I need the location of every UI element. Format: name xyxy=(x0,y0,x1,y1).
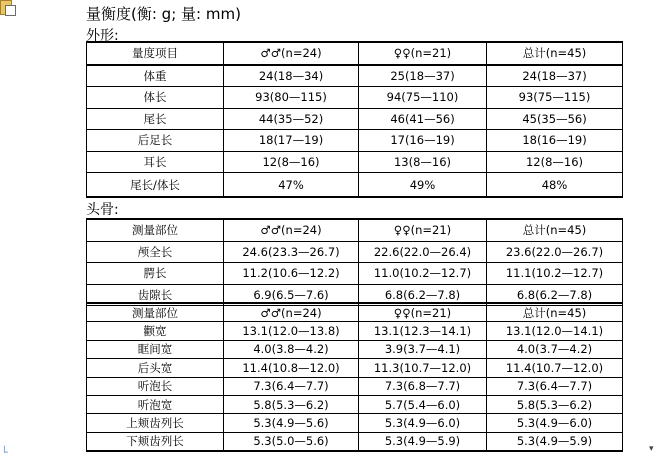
table-row xyxy=(87,130,623,152)
row-label-cell: 颧宽 xyxy=(87,322,224,340)
table-row xyxy=(87,151,623,173)
page-title: 量衡度(衡: g; 量: mm) xyxy=(86,5,241,23)
row-label-cell: 听泡宽 xyxy=(87,395,224,413)
header-cell: 量度项目 xyxy=(87,42,224,65)
value-cell: 12(8—16) xyxy=(224,151,359,173)
table-row xyxy=(87,322,623,340)
value-cell: 24(18—34) xyxy=(224,65,359,87)
value-cell: 45(35—56) xyxy=(487,108,623,130)
value-cell: 11.1(10.2—12.7) xyxy=(487,263,623,285)
row-label-cell: 后足长 xyxy=(87,130,224,152)
value-cell: 49% xyxy=(359,173,487,198)
table-row xyxy=(87,340,623,358)
value-cell: 44(35—52) xyxy=(224,108,359,130)
table-header-row xyxy=(87,42,623,65)
section-label-outer: 外形: xyxy=(86,28,119,44)
value-cell: 93(80—115) xyxy=(224,87,359,109)
row-label-cell: 尾长 xyxy=(87,108,224,130)
table-row xyxy=(87,87,623,109)
row-label-cell: 后头宽 xyxy=(87,359,224,377)
value-cell: 7.3(6.4—7.7) xyxy=(224,377,359,395)
value-cell: 11.4(10.8—12.0) xyxy=(224,359,359,377)
value-cell: 6.8(6.2—7.8) xyxy=(359,284,487,306)
header-cell: ♂♂(n=24) xyxy=(224,42,359,65)
section-label-skull: 头骨: xyxy=(86,202,119,218)
value-cell: 11.0(10.2—12.7) xyxy=(359,263,487,285)
value-cell: 47% xyxy=(224,173,359,198)
paste-options-icon[interactable] xyxy=(0,0,16,14)
value-cell: 5.7(5.4—6.0) xyxy=(359,395,487,413)
value-cell: 4.0(3.8—4.2) xyxy=(224,340,359,358)
value-cell: 7.3(6.4—7.7) xyxy=(487,377,623,395)
table-row xyxy=(87,173,623,198)
value-cell: 3.9(3.7—4.1) xyxy=(359,340,487,358)
skull-measurements-table-2 xyxy=(86,302,623,452)
value-cell: 6.8(6.2—7.8) xyxy=(487,284,623,306)
paste-sheet-shape xyxy=(5,5,16,16)
value-cell: 24(18—37) xyxy=(487,65,623,87)
table-header-row xyxy=(87,219,623,241)
row-label-cell: 耳长 xyxy=(87,151,224,173)
table-row xyxy=(87,414,623,432)
value-cell: 11.4(10.7—12.0) xyxy=(487,359,623,377)
value-cell: 4.0(3.7—4.2) xyxy=(487,340,623,358)
row-label-cell: 下颊齿列长 xyxy=(87,432,224,451)
value-cell: 5.3(4.9—5.9) xyxy=(487,432,623,451)
value-cell: 13.1(12.0—14.1) xyxy=(487,322,623,340)
row-label-cell: 尾长/体长 xyxy=(87,173,224,198)
row-label-cell: 体重 xyxy=(87,65,224,87)
value-cell: 13(8—16) xyxy=(359,151,487,173)
value-cell: 17(16—19) xyxy=(359,130,487,152)
row-label-cell: 体长 xyxy=(87,87,224,109)
value-cell: 5.3(4.9—5.9) xyxy=(359,432,487,451)
value-cell: 25(18—37) xyxy=(359,65,487,87)
paste-options-caret[interactable]: ▾ xyxy=(649,444,654,454)
value-cell: 5.3(5.0—5.6) xyxy=(224,432,359,451)
value-cell: 11.2(10.6—12.2) xyxy=(224,263,359,285)
document-anchor-icon[interactable]: └ xyxy=(1,446,8,459)
table-row xyxy=(87,432,623,451)
header-cell: 总计(n=45) xyxy=(487,42,623,65)
table-row xyxy=(87,108,623,130)
value-cell: 24.6(23.3—26.7) xyxy=(224,241,359,263)
table-row xyxy=(87,377,623,395)
value-cell: 6.9(6.5—7.6) xyxy=(224,284,359,306)
value-cell: 22.6(22.0—26.4) xyxy=(359,241,487,263)
header-cell: 测量部位 xyxy=(87,219,224,241)
header-cell: 测量部位 xyxy=(87,303,224,322)
row-label-cell: 上颊齿列长 xyxy=(87,414,224,432)
value-cell: 12(8—16) xyxy=(487,151,623,173)
value-cell: 11.3(10.7—12.0) xyxy=(359,359,487,377)
value-cell: 18(17—19) xyxy=(224,130,359,152)
value-cell: 13.1(12.0—13.8) xyxy=(224,322,359,340)
table-row xyxy=(87,395,623,413)
row-label-cell: 齿隙长 xyxy=(87,284,224,306)
header-cell: ♀♀(n=21) xyxy=(359,219,487,241)
header-cell: ♂♂(n=24) xyxy=(224,219,359,241)
value-cell: 5.3(4.9—6.0) xyxy=(359,414,487,432)
table-row xyxy=(87,359,623,377)
value-cell: 5.8(5.3—6.2) xyxy=(487,395,623,413)
value-cell: 23.6(22.0—26.7) xyxy=(487,241,623,263)
table-header-row xyxy=(87,303,623,322)
header-cell: ♂♂(n=24) xyxy=(224,303,359,322)
header-cell: ♀♀(n=21) xyxy=(359,42,487,65)
value-cell: 93(75—115) xyxy=(487,87,623,109)
value-cell: 46(41—56) xyxy=(359,108,487,130)
table-row xyxy=(87,65,623,87)
value-cell: 7.3(6.8—7.7) xyxy=(359,377,487,395)
row-label-cell: 眶间宽 xyxy=(87,340,224,358)
value-cell: 18(16—19) xyxy=(487,130,623,152)
value-cell: 5.8(5.3—6.2) xyxy=(224,395,359,413)
table-row xyxy=(87,263,623,285)
outer-measurements-table xyxy=(86,41,623,198)
header-cell: 总计(n=45) xyxy=(487,303,623,322)
row-label-cell: 腭长 xyxy=(87,263,224,285)
value-cell: 5.3(4.9—6.0) xyxy=(487,414,623,432)
value-cell: 13.1(12.3—14.1) xyxy=(359,322,487,340)
value-cell: 5.3(4.9—5.6) xyxy=(224,414,359,432)
value-cell: 48% xyxy=(487,173,623,198)
table-row xyxy=(87,241,623,263)
value-cell: 94(75—110) xyxy=(359,87,487,109)
row-label-cell: 听泡长 xyxy=(87,377,224,395)
header-cell: ♀♀(n=21) xyxy=(359,303,487,322)
row-label-cell: 颅全长 xyxy=(87,241,224,263)
header-cell: 总计(n=45) xyxy=(487,219,623,241)
skull-measurements-table-1 xyxy=(86,218,623,306)
